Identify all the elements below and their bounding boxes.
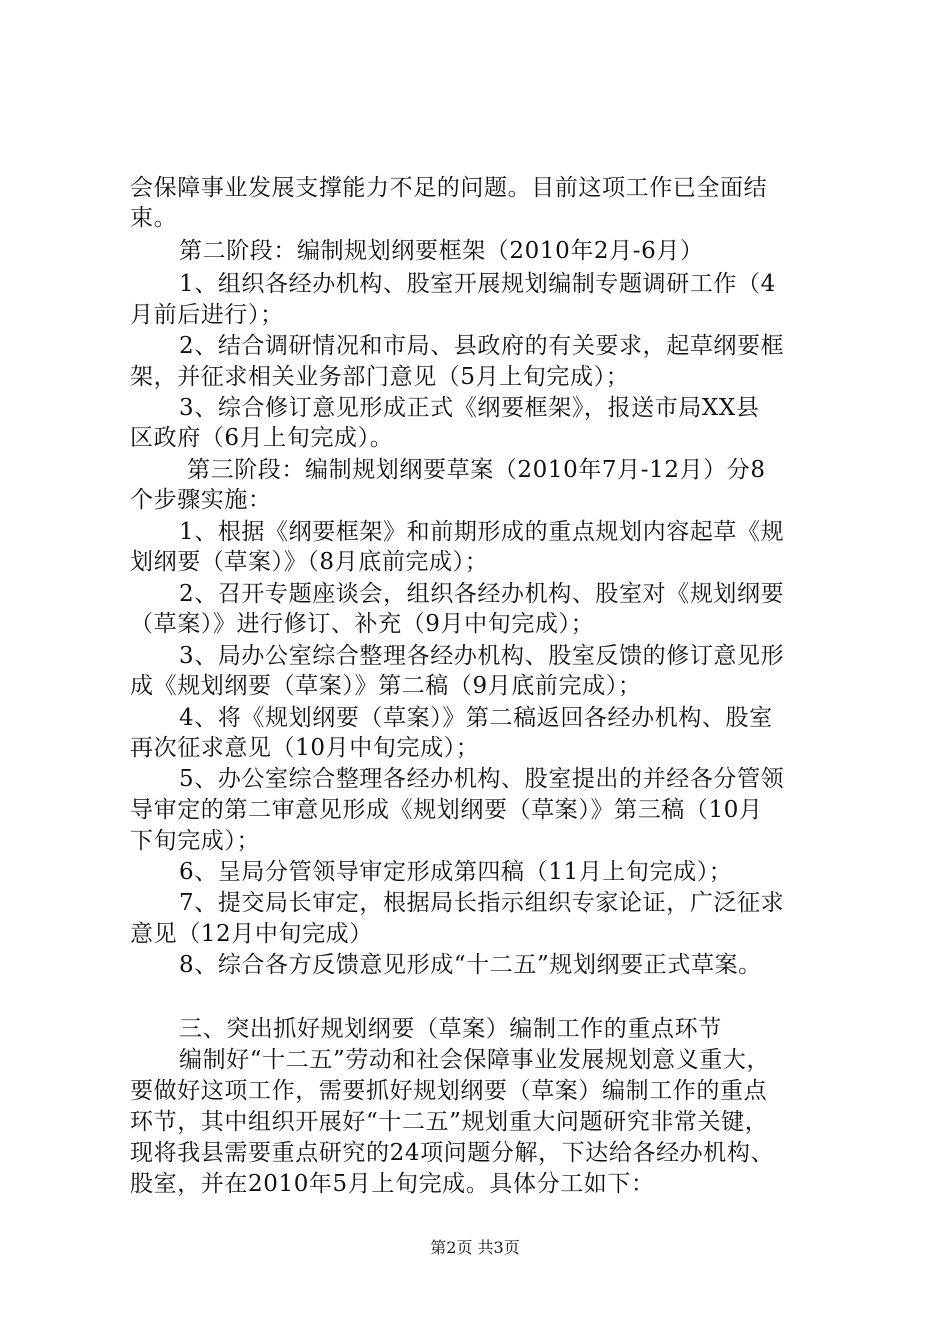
body-line-5: 月前后进行）； xyxy=(130,302,284,328)
body-line-30: 环节，其中组织开展好“十二五”规划重大问题研究非常关键， xyxy=(130,1109,769,1135)
body-line-15: （草案）》进行修订、补充（9月中旬完成）； xyxy=(130,611,595,637)
section-heading-stage-3: 第三阶段：编制规划纲要草案（2010年7月-12月）分8 xyxy=(187,457,766,483)
body-line-11: 个步骤实施： xyxy=(130,487,272,513)
body-line-24: 7、提交局长审定，根据局长指示组织专家论证，广泛征求 xyxy=(179,890,785,916)
body-line-13: 划纲要（草案）》（8月底前完成）； xyxy=(130,549,489,575)
body-line-23: 6、呈局分管领导审定形成第四稿（11月上旬完成）； xyxy=(179,859,733,885)
body-line-7: 架，并征求相关业务部门意见（5月上旬完成）； xyxy=(130,364,630,390)
body-line-32: 股室，并在2010年5月上旬完成。具体分工如下： xyxy=(130,1171,655,1197)
body-line-29: 要做好这项工作，需要抓好规划纲要（草案）编制工作的重点 xyxy=(130,1078,768,1104)
section-heading-stage-2: 第二阶段：编制规划纲要框架（2010年2月-6月） xyxy=(179,238,704,264)
body-line-31: 现将我县需要重点研究的24项问题分解，下达给各经办机构、 xyxy=(130,1140,775,1166)
body-line-2: 束。 xyxy=(130,205,178,231)
body-line-9: 区政府（6月上旬完成）。 xyxy=(130,425,394,451)
body-line-21: 导审定的第二审意见形成《规划纲要（草案）》第三稿（10月 xyxy=(130,797,763,823)
body-line-25: 意见（12月中旬完成） xyxy=(130,921,373,947)
body-line-8: 3、综合修订意见形成正式《纲要框架》，报送市局XX县 xyxy=(179,395,760,421)
body-line-1: 会保障事业发展支撑能力不足的问题。目前这项工作已全面结 xyxy=(130,175,768,201)
body-line-12: 1、根据《纲要框架》和前期形成的重点规划内容起草《规 xyxy=(179,519,785,545)
body-line-28: 编制好“十二五”劳动和社会保障事业发展规划意义重大， xyxy=(179,1047,771,1073)
body-line-17: 成《规划纲要（草案）》第二稿（9月底前完成）； xyxy=(130,673,642,699)
body-line-14: 2、召开专题座谈会，组织各经办机构、股室对《规划纲要 xyxy=(179,581,785,607)
body-line-20: 5、办公室综合整理各经办机构、股室提出的并经各分管领 xyxy=(179,766,785,792)
body-line-26: 8、综合各方反馈意见形成“十二五”规划纲要正式草案。 xyxy=(179,952,762,978)
section-heading-3: 三、突出抓好规划纲要（草案）编制工作的重点环节 xyxy=(179,1016,722,1042)
body-line-19: 再次征求意见（10月中旬完成）； xyxy=(130,735,480,761)
body-line-16: 3、局办公室综合整理各经办机构、股室反馈的修订意见形 xyxy=(179,643,785,669)
page-footer: 第2页 共3页 xyxy=(430,1238,520,1257)
body-line-4: 1、组织各经办机构、股室开展规划编制专题调研工作（4 xyxy=(179,271,776,297)
body-line-22: 下旬完成）； xyxy=(130,828,261,854)
body-line-6: 2、结合调研情况和市局、县政府的有关要求，起草纲要框 xyxy=(179,333,785,359)
body-line-18: 4、将《规划纲要（草案）》第二稿返回各经办机构、股室 xyxy=(179,705,773,731)
